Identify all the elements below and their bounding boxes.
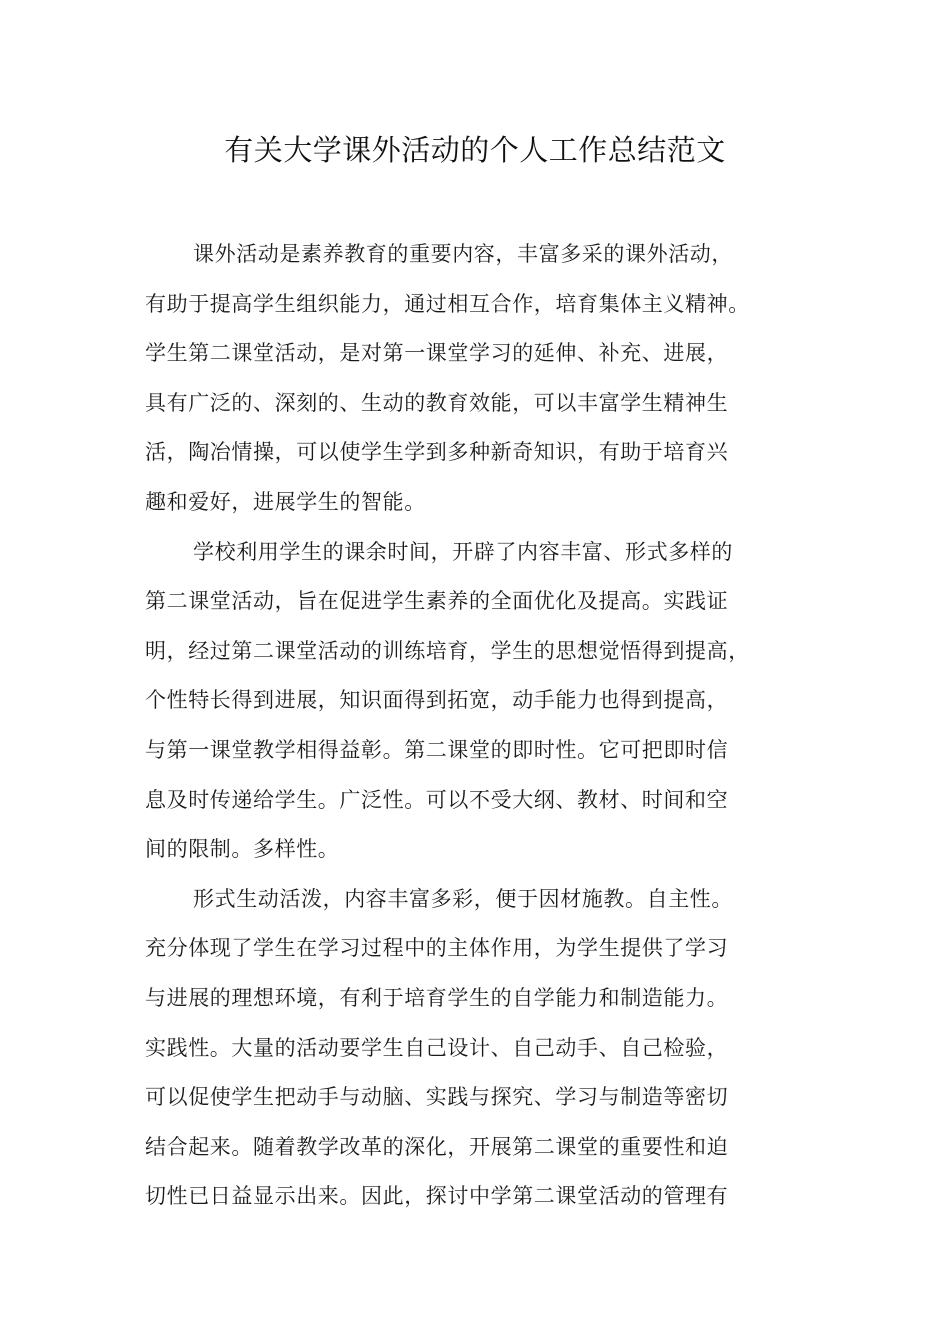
paragraph-2-line-7: 间的限制。多样性。	[145, 837, 340, 862]
paragraph-2-line-6: 息及时传递给学生。广泛性。可以不受大纲、教材、时间和空	[145, 787, 729, 812]
paragraph-3-line-2: 充分体现了学生在学习过程中的主体作用，为学生提供了学习	[145, 936, 729, 961]
paragraph-3-line-5: 可以促使学生把动手与动脑、实践与探究、学习与制造等密切	[145, 1085, 729, 1110]
paragraph-1-line-6: 趣和爱好，进展学生的智能。	[145, 489, 426, 514]
document-title: 有关大学课外活动的个人工作总结范文	[224, 133, 726, 167]
paragraph-2-line-2: 第二课堂活动，旨在促进学生素养的全面优化及提高。实践证	[145, 589, 729, 614]
paragraph-1-line-2: 有助于提高学生组织能力，通过相互合作，培育集体主义精神。	[145, 291, 750, 316]
paragraph-2-line-1: 学校利用学生的课余时间，开辟了内容丰富、形式多样的	[193, 539, 733, 564]
paragraph-1-line-5: 活，陶冶情操，可以使学生学到多种新奇知识，有助于培育兴	[145, 440, 729, 465]
paragraph-2-line-3: 明，经过第二课堂活动的训练培育，学生的思想觉悟得到提高，	[145, 638, 750, 663]
paragraph-2-line-5: 与第一课堂教学相得益彰。第二课堂的即时性。它可把即时信	[145, 737, 729, 762]
document-body	[145, 230, 835, 1222]
paragraph-3-line-6: 结合起来。随着教学改革的深化，开展第二课堂的重要性和迫	[145, 1134, 729, 1159]
paragraph-3-line-7: 切性已日益显示出来。因此，探讨中学第二课堂活动的管理有	[145, 1184, 729, 1209]
paragraph-3-line-4: 实践性。大量的活动要学生自己设计、自己动手、自己检验，	[145, 1035, 729, 1060]
paragraph-1-line-1: 课外活动是素养教育的重要内容，丰富多采的课外活动，	[193, 242, 733, 266]
paragraph-1-line-4: 具有广泛的、深刻的、生动的教育效能，可以丰富学生精神生	[145, 390, 729, 415]
paragraph-1-line-3: 学生第二课堂活动，是对第一课堂学习的延伸、补充、进展，	[145, 341, 729, 366]
paragraph-3-line-1: 形式生动活泼，内容丰富多彩，便于因材施教。自主性。	[193, 886, 733, 911]
paragraph-2-line-4: 个性特长得到进展，知识面得到拓宽，动手能力也得到提高，	[145, 688, 729, 713]
paragraph-3-line-3: 与进展的理想环境，有利于培育学生的自学能力和制造能力。	[145, 985, 729, 1010]
